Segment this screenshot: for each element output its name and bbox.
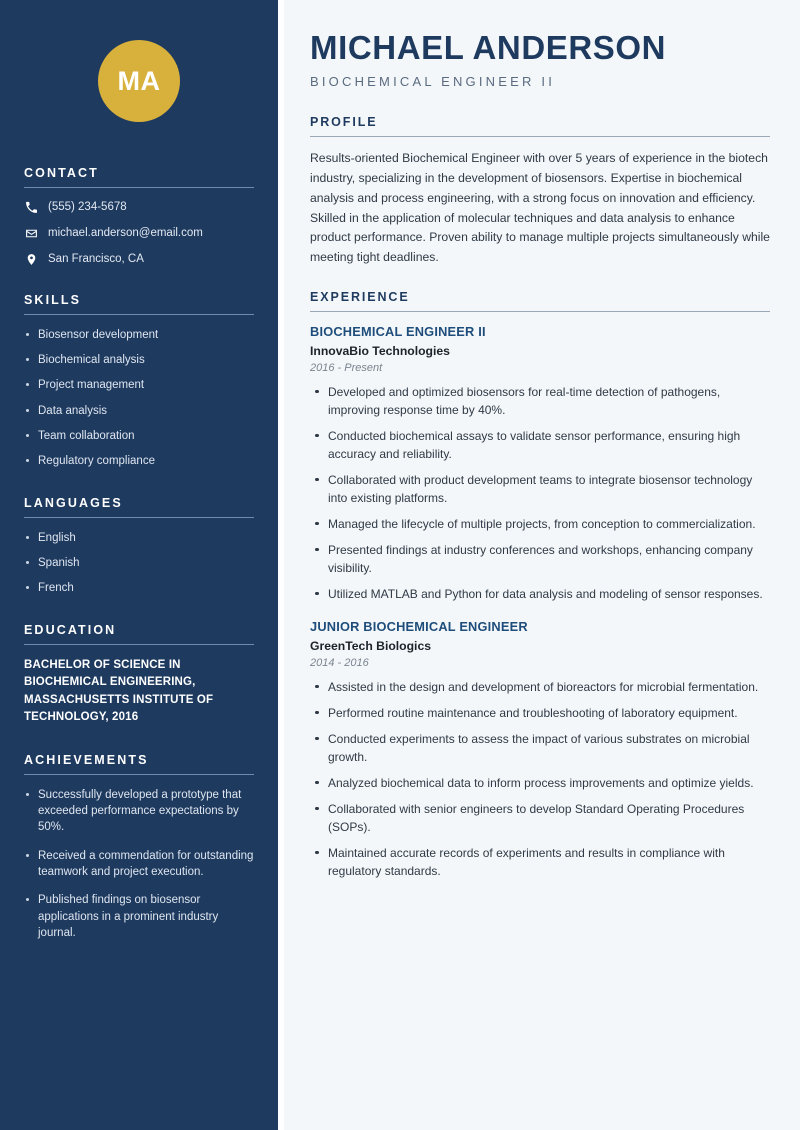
languages-list (24, 530, 254, 597)
languages-section (24, 496, 254, 597)
list-item: Performed routine maintenance and troubleshooting of laboratory equipment. (310, 704, 770, 722)
skills-list (24, 327, 254, 470)
experience-entry (310, 324, 770, 603)
education-section (24, 623, 254, 727)
experience-job-title: JUNIOR BIOCHEMICAL ENGINEER (310, 618, 528, 634)
list-item: Assisted in the design and development of bioreactors for microbial fermentation. (310, 678, 770, 696)
list-item: Maintained accurate records of experiments and results in compliance with regulatory standards. (310, 844, 770, 880)
achievements-section (24, 753, 254, 942)
sidebar (0, 0, 278, 1130)
skills-divider (24, 314, 254, 315)
skills-heading: SKILLS (24, 292, 82, 307)
header-subtitle: BIOCHEMICAL ENGINEER II (310, 74, 556, 90)
list-item: Managed the lifecycle of multiple projects, from conception to commercialization. (310, 515, 770, 533)
list-item: Utilized MATLAB and Python for data analysis and modeling of sensor responses. (310, 585, 770, 603)
profile-divider (310, 136, 770, 137)
experience-dates: 2016 - Present (310, 361, 383, 374)
experience-divider (310, 311, 770, 312)
list-item: Conducted biochemical assays to validate sensor performance, ensuring high accuracy and reliability. (310, 427, 770, 463)
list-item: Regulatory compliance (24, 453, 254, 469)
list-item: Biochemical analysis (24, 352, 254, 368)
list-item: Data analysis (24, 403, 254, 419)
contact-heading: CONTACT (24, 166, 99, 180)
contact-item-phone[interactable] (24, 200, 254, 215)
list-item: Successfully developed a prototype that exceeded performance expectations by 50%. (24, 787, 254, 836)
main-content (284, 0, 800, 1130)
achievements-list (24, 787, 254, 942)
education-heading: EDUCATION (24, 622, 117, 637)
page-title: MICHAEL ANDERSON (310, 29, 667, 66)
experience-heading: EXPERIENCE (310, 289, 410, 304)
list-item: Project management (24, 377, 254, 393)
avatar-container (24, 0, 254, 166)
experience-company: GreenTech Biologics (310, 638, 431, 653)
skills-section (24, 293, 254, 470)
list-item: Developed and optimized biosensors for real-time detection of pathogens, improving response time by 40%. (310, 383, 770, 419)
contact-list (24, 200, 254, 267)
list-item: French (24, 580, 254, 596)
list-item: Conducted experiments to assess the impact of various substrates on microbial growth. (310, 730, 770, 766)
contact-item-location[interactable] (24, 252, 254, 267)
profile-text: Results-oriented Biochemical Engineer with over 5 years of experience in the biotech industry, specializing in the development of biosensors. Expertise in biochemical analysis and process engineering, with a strong focus on innovation and efficiency. Skilled in the application of molecular techniques and data analysis to enhance product performance. Proven ability to manage multiple projects simultaneously while meeting tight deadlines. (310, 151, 770, 265)
experience-dates: 2014 - 2016 (310, 656, 369, 669)
list-item: Received a commendation for outstanding teamwork and project execution. (24, 848, 254, 881)
contact-divider (24, 187, 254, 188)
list-item: Biosensor development (24, 327, 254, 343)
profile-section (310, 115, 770, 268)
experience-bullet-list (310, 678, 770, 880)
contact-location-value: San Francisco, CA (48, 252, 144, 265)
languages-divider (24, 517, 254, 518)
experience-bullet-list (310, 383, 770, 603)
experience-section (310, 290, 770, 880)
list-item: Team collaboration (24, 428, 254, 444)
experience-job-title: BIOCHEMICAL ENGINEER II (310, 323, 486, 339)
contact-section (24, 166, 254, 267)
envelope-icon (24, 226, 38, 240)
list-item: Published findings on biosensor applications in a prominent industry journal. (24, 892, 254, 941)
list-item: Collaborated with product development teams to integrate biosensor technology into existing platforms. (310, 471, 770, 507)
list-item: Analyzed biochemical data to inform process improvements and optimize yields. (310, 774, 770, 792)
map-pin-icon (24, 252, 38, 266)
languages-heading: LANGUAGES (24, 495, 123, 510)
profile-heading: PROFILE (310, 115, 378, 130)
list-item: Spanish (24, 555, 254, 571)
list-item: Presented findings at industry conferences and workshops, enhancing company visibility. (310, 541, 770, 577)
education-divider (24, 644, 254, 645)
phone-icon (24, 200, 38, 214)
experience-company: InnovaBio Technologies (310, 343, 450, 358)
achievements-divider (24, 774, 254, 775)
avatar-initials: MA (98, 40, 180, 122)
contact-phone-value: (555) 234-5678 (48, 201, 127, 213)
contact-email-value: michael.anderson@email.com (48, 226, 203, 239)
contact-item-email[interactable] (24, 226, 254, 241)
experience-entry (310, 619, 770, 880)
list-item: English (24, 530, 254, 546)
achievements-heading: ACHIEVEMENTS (24, 752, 149, 767)
list-item: Collaborated with senior engineers to develop Standard Operating Procedures (SOPs). (310, 800, 770, 836)
education-entry: BACHELOR OF SCIENCE IN BIOCHEMICAL ENGINEERING, MASSACHUSETTS INSTITUTE OF TECHNOLOGY, 2016 (24, 658, 214, 724)
